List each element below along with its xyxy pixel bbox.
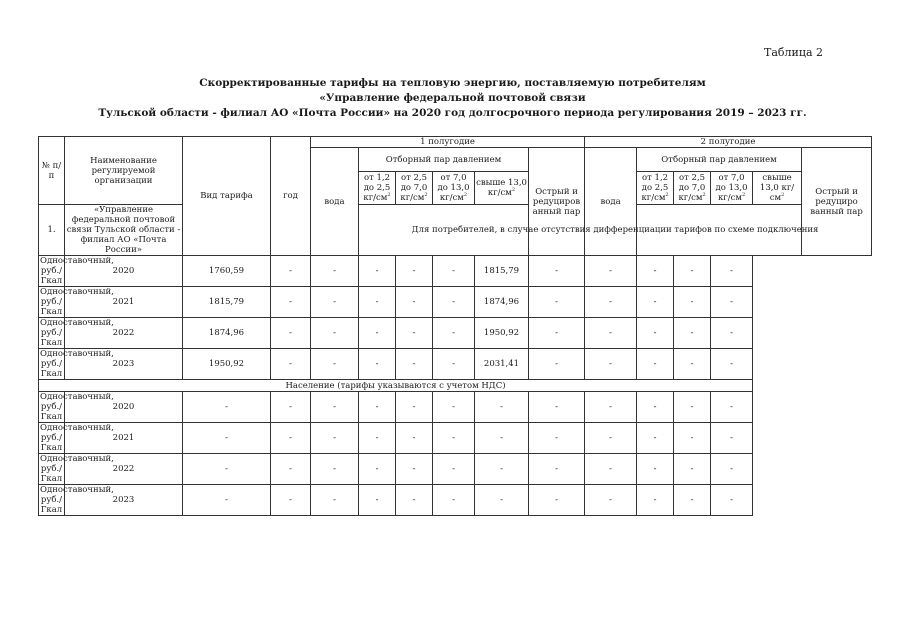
h1-p4-cell: - <box>396 318 433 349</box>
header-org: Наименование регулируемой организации <box>65 137 183 205</box>
h2-p2-cell: - <box>585 256 637 287</box>
h2-ostry-cell: - <box>711 485 753 516</box>
h2-p4-cell: - <box>674 256 711 287</box>
row-num: 1. <box>39 205 65 256</box>
h1-p3-cell: - <box>359 485 396 516</box>
section-1-row <box>39 205 872 256</box>
table-row <box>39 287 872 318</box>
h2-p2-cell: - <box>585 392 637 423</box>
section-2-row <box>39 380 872 392</box>
h1-p2-cell: - <box>311 318 359 349</box>
h2-p3-cell: - <box>637 318 674 349</box>
h1-p3-cell: - <box>359 287 396 318</box>
h2-ostry-cell: - <box>711 287 753 318</box>
year-cell: 2020 <box>65 392 183 423</box>
h1-p2-cell: - <box>311 485 359 516</box>
h2-p4-cell: - <box>674 392 711 423</box>
title-line-2: «Управление федеральной почтовой связи <box>319 92 586 104</box>
document-title <box>0 76 905 121</box>
h1-p3-cell: - <box>359 392 396 423</box>
header-h2-p4: свыше 13,0 $кг/см^2$ <box>753 172 802 205</box>
h2-p2-cell: - <box>585 287 637 318</box>
h2-water-cell: - <box>475 392 529 423</box>
header-h1-water: вода <box>311 148 359 256</box>
h1-p2-cell: - <box>311 349 359 380</box>
h1-ostry-cell: - <box>433 287 475 318</box>
h2-p2-cell: - <box>585 349 637 380</box>
header-h2-p3: от 7,0 до 13,0 $кг/см^2$ <box>711 172 753 205</box>
h2-p2-cell: - <box>585 423 637 454</box>
h2-water-cell: 1874,96 <box>475 287 529 318</box>
header-h1-p3: от 7,0 до 13,0 $кг/см^2$ <box>433 172 475 205</box>
header-h2-ostry: Острый и редуциро ванный пар <box>802 148 872 256</box>
h1-p1-cell: - <box>271 349 311 380</box>
h1-p1-cell: - <box>271 485 311 516</box>
h2-p3-cell: - <box>637 485 674 516</box>
h1-p2-cell: - <box>311 287 359 318</box>
header-half-1: 1 полугодие <box>311 137 585 148</box>
table-row <box>39 423 872 454</box>
header-vid: Вид тарифа <box>183 137 271 256</box>
h1-water-cell: 1815,79 <box>183 287 271 318</box>
h1-p1-cell: - <box>271 318 311 349</box>
tariff-type-cell: Одноставочный, руб./Гкал <box>40 423 114 453</box>
h2-p4-cell: - <box>674 423 711 454</box>
header-year: год <box>271 137 311 256</box>
h1-p2-cell: - <box>311 256 359 287</box>
year-cell: 2020 <box>65 256 183 287</box>
h1-p2-cell: - <box>311 454 359 485</box>
header-h1-p1: от 1,2 до 2,5 $кг/см^2$ <box>359 172 396 205</box>
tariff-type-cell: Одноставочный, руб./Гкал <box>40 392 114 422</box>
h2-p1-cell: - <box>529 485 585 516</box>
h2-p1-cell: - <box>529 349 585 380</box>
h1-p2-cell: - <box>311 423 359 454</box>
header-half-2: 2 полугодие <box>585 137 872 148</box>
h2-p2-cell: - <box>585 485 637 516</box>
year-cell: 2022 <box>65 318 183 349</box>
h1-ostry-cell: - <box>433 423 475 454</box>
h2-p1-cell: - <box>529 318 585 349</box>
table-row <box>39 392 872 423</box>
h2-p3-cell: - <box>637 349 674 380</box>
table-row <box>39 485 872 516</box>
h2-ostry-cell: - <box>711 454 753 485</box>
h2-water-cell: - <box>475 423 529 454</box>
org-name: «Управление федеральной почтовой связи Тульской области - филиал АО «Почта России» <box>65 205 183 256</box>
h1-ostry-cell: - <box>433 349 475 380</box>
h1-p1-cell: - <box>271 423 311 454</box>
h1-p3-cell: - <box>359 318 396 349</box>
section-2-label: Население (тарифы указываются с учетом НДС) <box>39 380 753 392</box>
h2-ostry-cell: - <box>711 423 753 454</box>
h2-p1-cell: - <box>529 454 585 485</box>
year-cell: 2022 <box>65 454 183 485</box>
h2-p3-cell: - <box>637 392 674 423</box>
h2-water-cell: 2031,41 <box>475 349 529 380</box>
h1-water-cell: - <box>183 454 271 485</box>
h1-p4-cell: - <box>396 392 433 423</box>
title-line-3: Тульской области - филиал АО «Почта России» на 2020 год долгосрочного периода регулирования 2019 – 2023 гг. <box>98 107 807 119</box>
h2-p1-cell: - <box>529 256 585 287</box>
h1-p1-cell: - <box>271 287 311 318</box>
h2-p4-cell: - <box>674 287 711 318</box>
table-row <box>39 454 872 485</box>
h1-water-cell: - <box>183 423 271 454</box>
tariff-type-cell: Одноставочный, руб./Гкал <box>40 287 114 317</box>
h2-p2-cell: - <box>585 318 637 349</box>
h2-p3-cell: - <box>637 454 674 485</box>
h2-p2-cell: - <box>585 454 637 485</box>
h2-p4-cell: - <box>674 485 711 516</box>
h1-p4-cell: - <box>396 256 433 287</box>
header-h1-p2: от 2,5 до 7,0 $кг/см^2$ <box>396 172 433 205</box>
year-cell: 2021 <box>65 423 183 454</box>
section-1-body <box>39 256 872 380</box>
h1-p4-cell: - <box>396 287 433 318</box>
h2-ostry-cell: - <box>711 349 753 380</box>
year-cell: 2023 <box>65 485 183 516</box>
h1-water-cell: 1760,59 <box>183 256 271 287</box>
tariff-type-cell: Одноставочный, руб./Гкал <box>40 485 114 515</box>
h1-water-cell: 1874,96 <box>183 318 271 349</box>
h2-ostry-cell: - <box>711 318 753 349</box>
tariff-type-cell: Одноставочный, руб./Гкал <box>40 256 114 286</box>
table-number: Таблица 2 <box>764 46 823 59</box>
h2-ostry-cell: - <box>711 256 753 287</box>
h1-ostry-cell: - <box>433 318 475 349</box>
year-cell: 2021 <box>65 287 183 318</box>
header-h2-water: вода <box>585 148 637 256</box>
h2-p1-cell: - <box>529 423 585 454</box>
tariff-type-cell: Одноставочный, руб./Гкал <box>40 318 114 348</box>
h1-ostry-cell: - <box>433 392 475 423</box>
h1-ostry-cell: - <box>433 256 475 287</box>
h1-p4-cell: - <box>396 454 433 485</box>
table-row <box>39 256 872 287</box>
table-row <box>39 318 872 349</box>
h1-ostry-cell: - <box>433 485 475 516</box>
section-2-body <box>39 392 872 516</box>
section-1-label: Для потребителей, в случае отсутствия дифференциации тарифов по схеме подключения <box>359 205 872 256</box>
h2-p4-cell: - <box>674 349 711 380</box>
h1-p3-cell: - <box>359 349 396 380</box>
h1-p1-cell: - <box>271 392 311 423</box>
tariff-table <box>38 136 872 516</box>
title-line-1: Скорректированные тарифы на тепловую энергию, поставляемую потребителям <box>199 77 706 89</box>
h2-p3-cell: - <box>637 256 674 287</box>
h2-p4-cell: - <box>674 318 711 349</box>
h1-p1-cell: - <box>271 256 311 287</box>
table-row <box>39 349 872 380</box>
h2-p1-cell: - <box>529 287 585 318</box>
header-h2-p2: от 2,5 до 7,0 $кг/см^2$ <box>674 172 711 205</box>
header-h1-p4: свыше 13,0 $кг/см^2$ <box>475 172 529 205</box>
h1-p3-cell: - <box>359 423 396 454</box>
header-row-1 <box>39 137 872 148</box>
header-h1-otbor: Отборный пар давлением <box>359 148 529 172</box>
h2-p3-cell: - <box>637 423 674 454</box>
h1-p4-cell: - <box>396 485 433 516</box>
tariff-type-cell: Одноставочный, руб./Гкал <box>40 454 114 484</box>
h2-p1-cell: - <box>529 392 585 423</box>
h1-p1-cell: - <box>271 454 311 485</box>
h2-water-cell: - <box>475 454 529 485</box>
header-num: № п/п <box>39 137 65 205</box>
h1-p3-cell: - <box>359 256 396 287</box>
h2-ostry-cell: - <box>711 392 753 423</box>
tariff-type-cell: Одноставочный, руб./Гкал <box>40 349 114 379</box>
h1-p2-cell: - <box>311 392 359 423</box>
h2-water-cell: 1815,79 <box>475 256 529 287</box>
h1-water-cell: - <box>183 392 271 423</box>
h1-water-cell: - <box>183 485 271 516</box>
h1-p3-cell: - <box>359 454 396 485</box>
header-h2-p1: от 1,2 до 2,5 $кг/см^2$ <box>637 172 674 205</box>
h2-water-cell: - <box>475 485 529 516</box>
h1-p4-cell: - <box>396 349 433 380</box>
h2-water-cell: 1950,92 <box>475 318 529 349</box>
h1-ostry-cell: - <box>433 454 475 485</box>
h2-p4-cell: - <box>674 454 711 485</box>
header-h1-ostry: Острый и редуциров анный пар <box>529 148 585 256</box>
h1-p4-cell: - <box>396 423 433 454</box>
h2-p3-cell: - <box>637 287 674 318</box>
header-h2-otbor: Отборный пар давлением <box>637 148 802 172</box>
h1-water-cell: 1950,92 <box>183 349 271 380</box>
year-cell: 2023 <box>65 349 183 380</box>
